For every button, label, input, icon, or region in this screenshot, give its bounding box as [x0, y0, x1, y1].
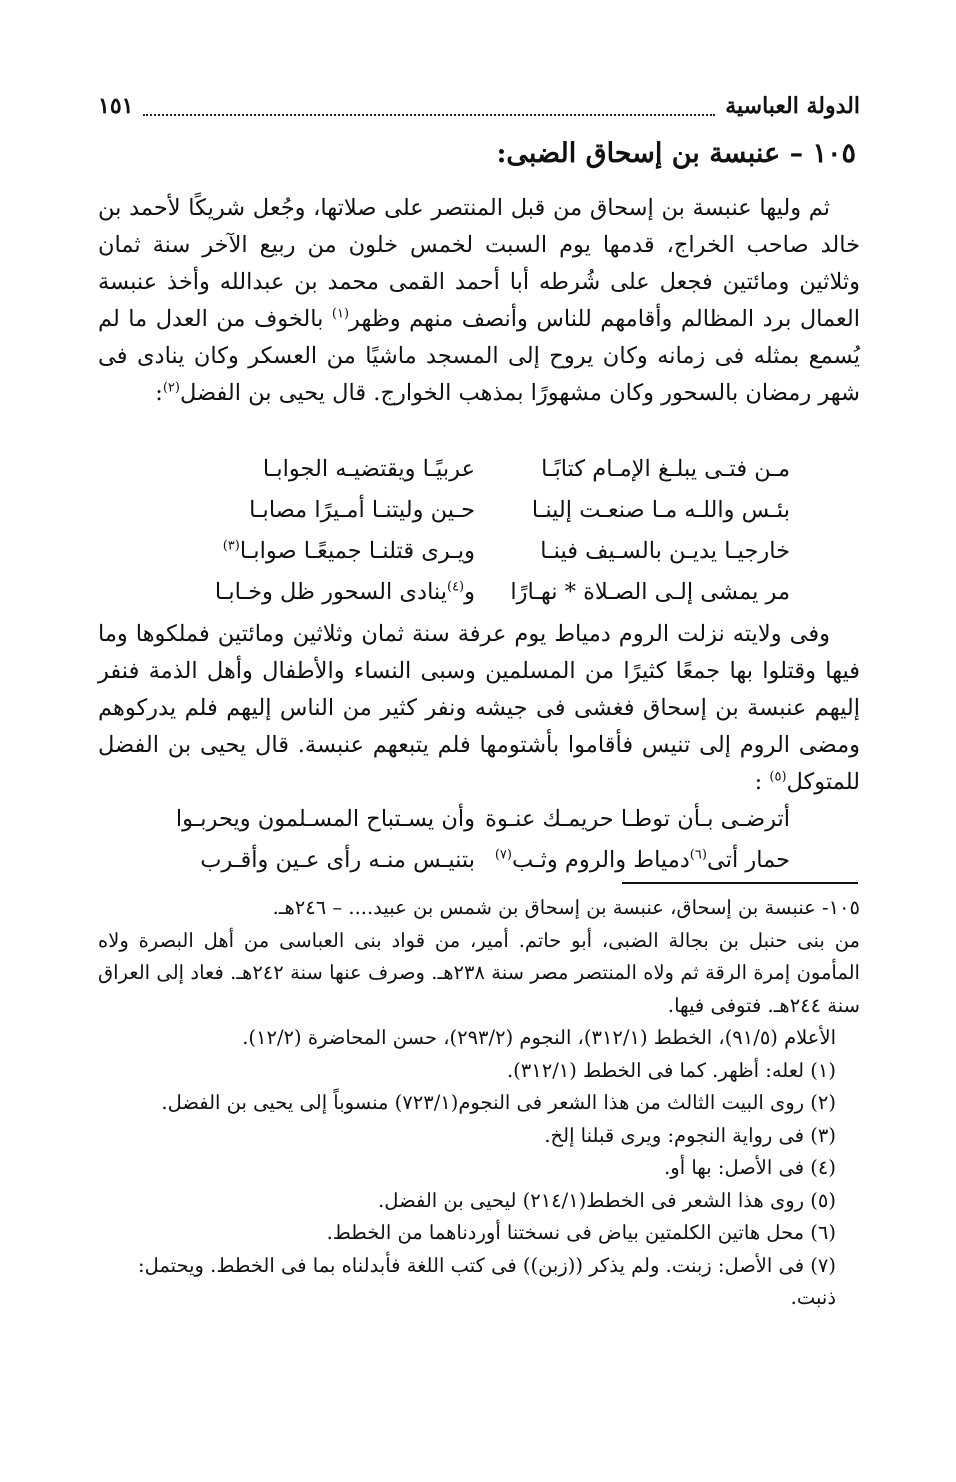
- running-header: [98, 86, 860, 126]
- poem-2-verse-2: [160, 839, 790, 880]
- poem-1-verse-3: [160, 530, 790, 571]
- hemistich-right: خارجيـا يديـن بالسـيف فينـا: [540, 537, 790, 564]
- hemistich-left: حـين وليتنـا أمـيرًا مصابـا: [249, 496, 475, 523]
- entry-title: ١٠٥ – عنبسة بن إسحاق الضبى:: [496, 138, 856, 169]
- footnote-separator: [622, 882, 858, 884]
- paragraph-2-text-a: وفى ولايته نزلت الروم دمياط يوم عرفة سنة ثمان وثلاثين ومائتين فملكوها وما فيها وقتلوا بها جمعًا كثيرًا من المسلمين وسبى النساء والأطفال وأهل الذمة فنفر إليهم عنبسة بن إسحاق فغشى فى جيشه ونفر كثير من الناس إليهم فلم يدركوهم ومضى الروم إلى تنيس فأقاموا بأشتومها فلم يتبعهم عنبسة. قال يحيى بن الفضل للمتوكل: [98, 621, 860, 795]
- hemistich-right: أترضـى بـأن توطـا حريمـك عنـوة: [485, 805, 790, 832]
- footnote-7: (٧) فى الأصل: زبنت. ولم يذكر ((زبن)) فى كتب اللغة فأبدلناه بما فى الخطط. ويحتمل: ذنبت.: [138, 1253, 836, 1309]
- hemistich-left: [160, 538, 475, 564]
- poem-2: [160, 798, 790, 880]
- footnote-ref-6: (٦): [689, 847, 707, 862]
- body-text: [98, 190, 860, 412]
- paragraph-1-text-b: بالخوف من العدل ما لم يُسمع بمثله فى زمانه وكان يروح إلى المسجد ماشيًا من العسكر وكان ينادى فى شهر رمضان بالسحور وكان مشهورًا بمذهب الخوارج. قال يحيى بن الفضل: [98, 306, 860, 406]
- hemistich-right-prefix: حمار أتى: [706, 846, 790, 873]
- leader-dots: [143, 96, 715, 116]
- running-title: الدولة العباسية: [725, 93, 860, 119]
- footnote-3: (٣) فى رواية النجوم: ويرى قبلنا إلخ.: [544, 1123, 836, 1147]
- hemistich-right: مر يمشى إلـى الصـلاة * نهـارًا: [510, 578, 790, 605]
- hemistich-left: وأن يسـتباح المسـلمون ويحربـوا: [175, 805, 475, 832]
- poem-1-verse-4: [160, 571, 790, 612]
- footnote-1: (١) لعله: أظهر. كما فى الخطط (٣١٢/١).: [506, 1058, 836, 1082]
- footnote-4: (٤) فى الأصل: بها أو.: [664, 1156, 836, 1179]
- paragraph-2-text-b: :: [754, 769, 770, 795]
- footnote-5: (٥) روى هذا الشعر فى الخطط(٢١٤/١) ليحيى بن الفضل.: [378, 1188, 836, 1212]
- hemistich-right-text: دمياط والروم وثـب: [511, 846, 690, 873]
- footnote-6: (٦) محل هاتين الكلمتين بياض فى نسختنا أوردناهما من الخطط.: [326, 1221, 836, 1244]
- footnote-ref-1: (١): [331, 306, 350, 322]
- paragraph-2: [98, 616, 860, 801]
- hemistich-left: عربيًـا ويقتضيـه الجوابـا: [262, 455, 475, 482]
- page-number: ١٥١: [98, 93, 134, 119]
- poem-1: [160, 448, 790, 612]
- poem-1-verse-2: [160, 489, 790, 530]
- hemistich-right: [475, 847, 790, 873]
- footnote-2: (٢) روى البيت الثالث من هذا الشعر فى النجوم(٧٢٣/١) منسوباً إلى يحيى بن الفضل.: [161, 1091, 836, 1114]
- poem-2-verse-1: [160, 798, 790, 839]
- footnote-ref-3: (٣): [222, 538, 240, 553]
- bio-note-text: من بنى حنبل بن بجالة الضبى، أبو حاتم. أمير، من قواد بنى العباسى من أهل البصرة ولاه المأمون إمرة الرقة ثم ولاه المنتصر مصر سنة ٢٣٨هـ. وصرف عنها سنة ٢٤٢هـ. فعاد إلى العراق سنة ٢٤٤هـ. فتوفى فيها.: [98, 928, 860, 1017]
- body-text-2: [98, 616, 860, 801]
- paragraph-1-text-c: :: [155, 380, 163, 406]
- bio-note-sources: الأعلام (٩١/٥)، الخطط (٣١٢/١)، النجوم (٢٩٣/٢)، حسن المحاضرة (١٢/٢).: [242, 1026, 836, 1049]
- footnote-ref-4: (٤): [446, 579, 465, 594]
- hemistich-right: بئـس واللـه مـا صنعـت إلينـا: [531, 496, 790, 523]
- footnote-ref-2: (٢): [162, 380, 180, 396]
- hemistich-left-text: ويـرى قتلنـا جميعًـا صوابـا: [239, 537, 475, 564]
- hemistich-left-text: ينادى السحور ظل وخـابـا: [214, 578, 447, 605]
- hemistich-left: [160, 579, 475, 605]
- footnotes: [98, 892, 860, 1315]
- hemistich-right: مـن فتـى يبلـغ الإمـام كتابًـا: [541, 455, 790, 482]
- hemistich-left: بتنيـس منـه رأى عـين وأقـرب: [200, 846, 475, 873]
- poem-1-verse-1: [160, 448, 790, 489]
- hemistich-left-prefix: و: [464, 578, 475, 605]
- bio-note-heading: ١٠٥- عنبسة بن إسحاق، عنبسة بن إسحاق بن شمس بن عبيد.... – ٢٤٦هـ.: [272, 896, 860, 919]
- paragraph-1-text-a: ثم وليها عنبسة بن إسحاق من قبل المنتصر على صلاتها، وجُعل شريكًا لأحمد بن خالد صاحب الخراج، قدمها يوم السبت لخمس خلون من ربيع الآخر سنة ثمان وثلاثين ومائتين فجعل على شُرطه أبا أحمد القمى محمد بن عبدالله وأخذ عنبسة العمال برد المظالم وأقامهم للناس وأنصف منهم وظهر: [98, 195, 860, 332]
- paragraph-1: [98, 190, 860, 412]
- footnote-ref-7: (٧): [494, 847, 512, 862]
- footnote-ref-5: (٥): [769, 769, 787, 785]
